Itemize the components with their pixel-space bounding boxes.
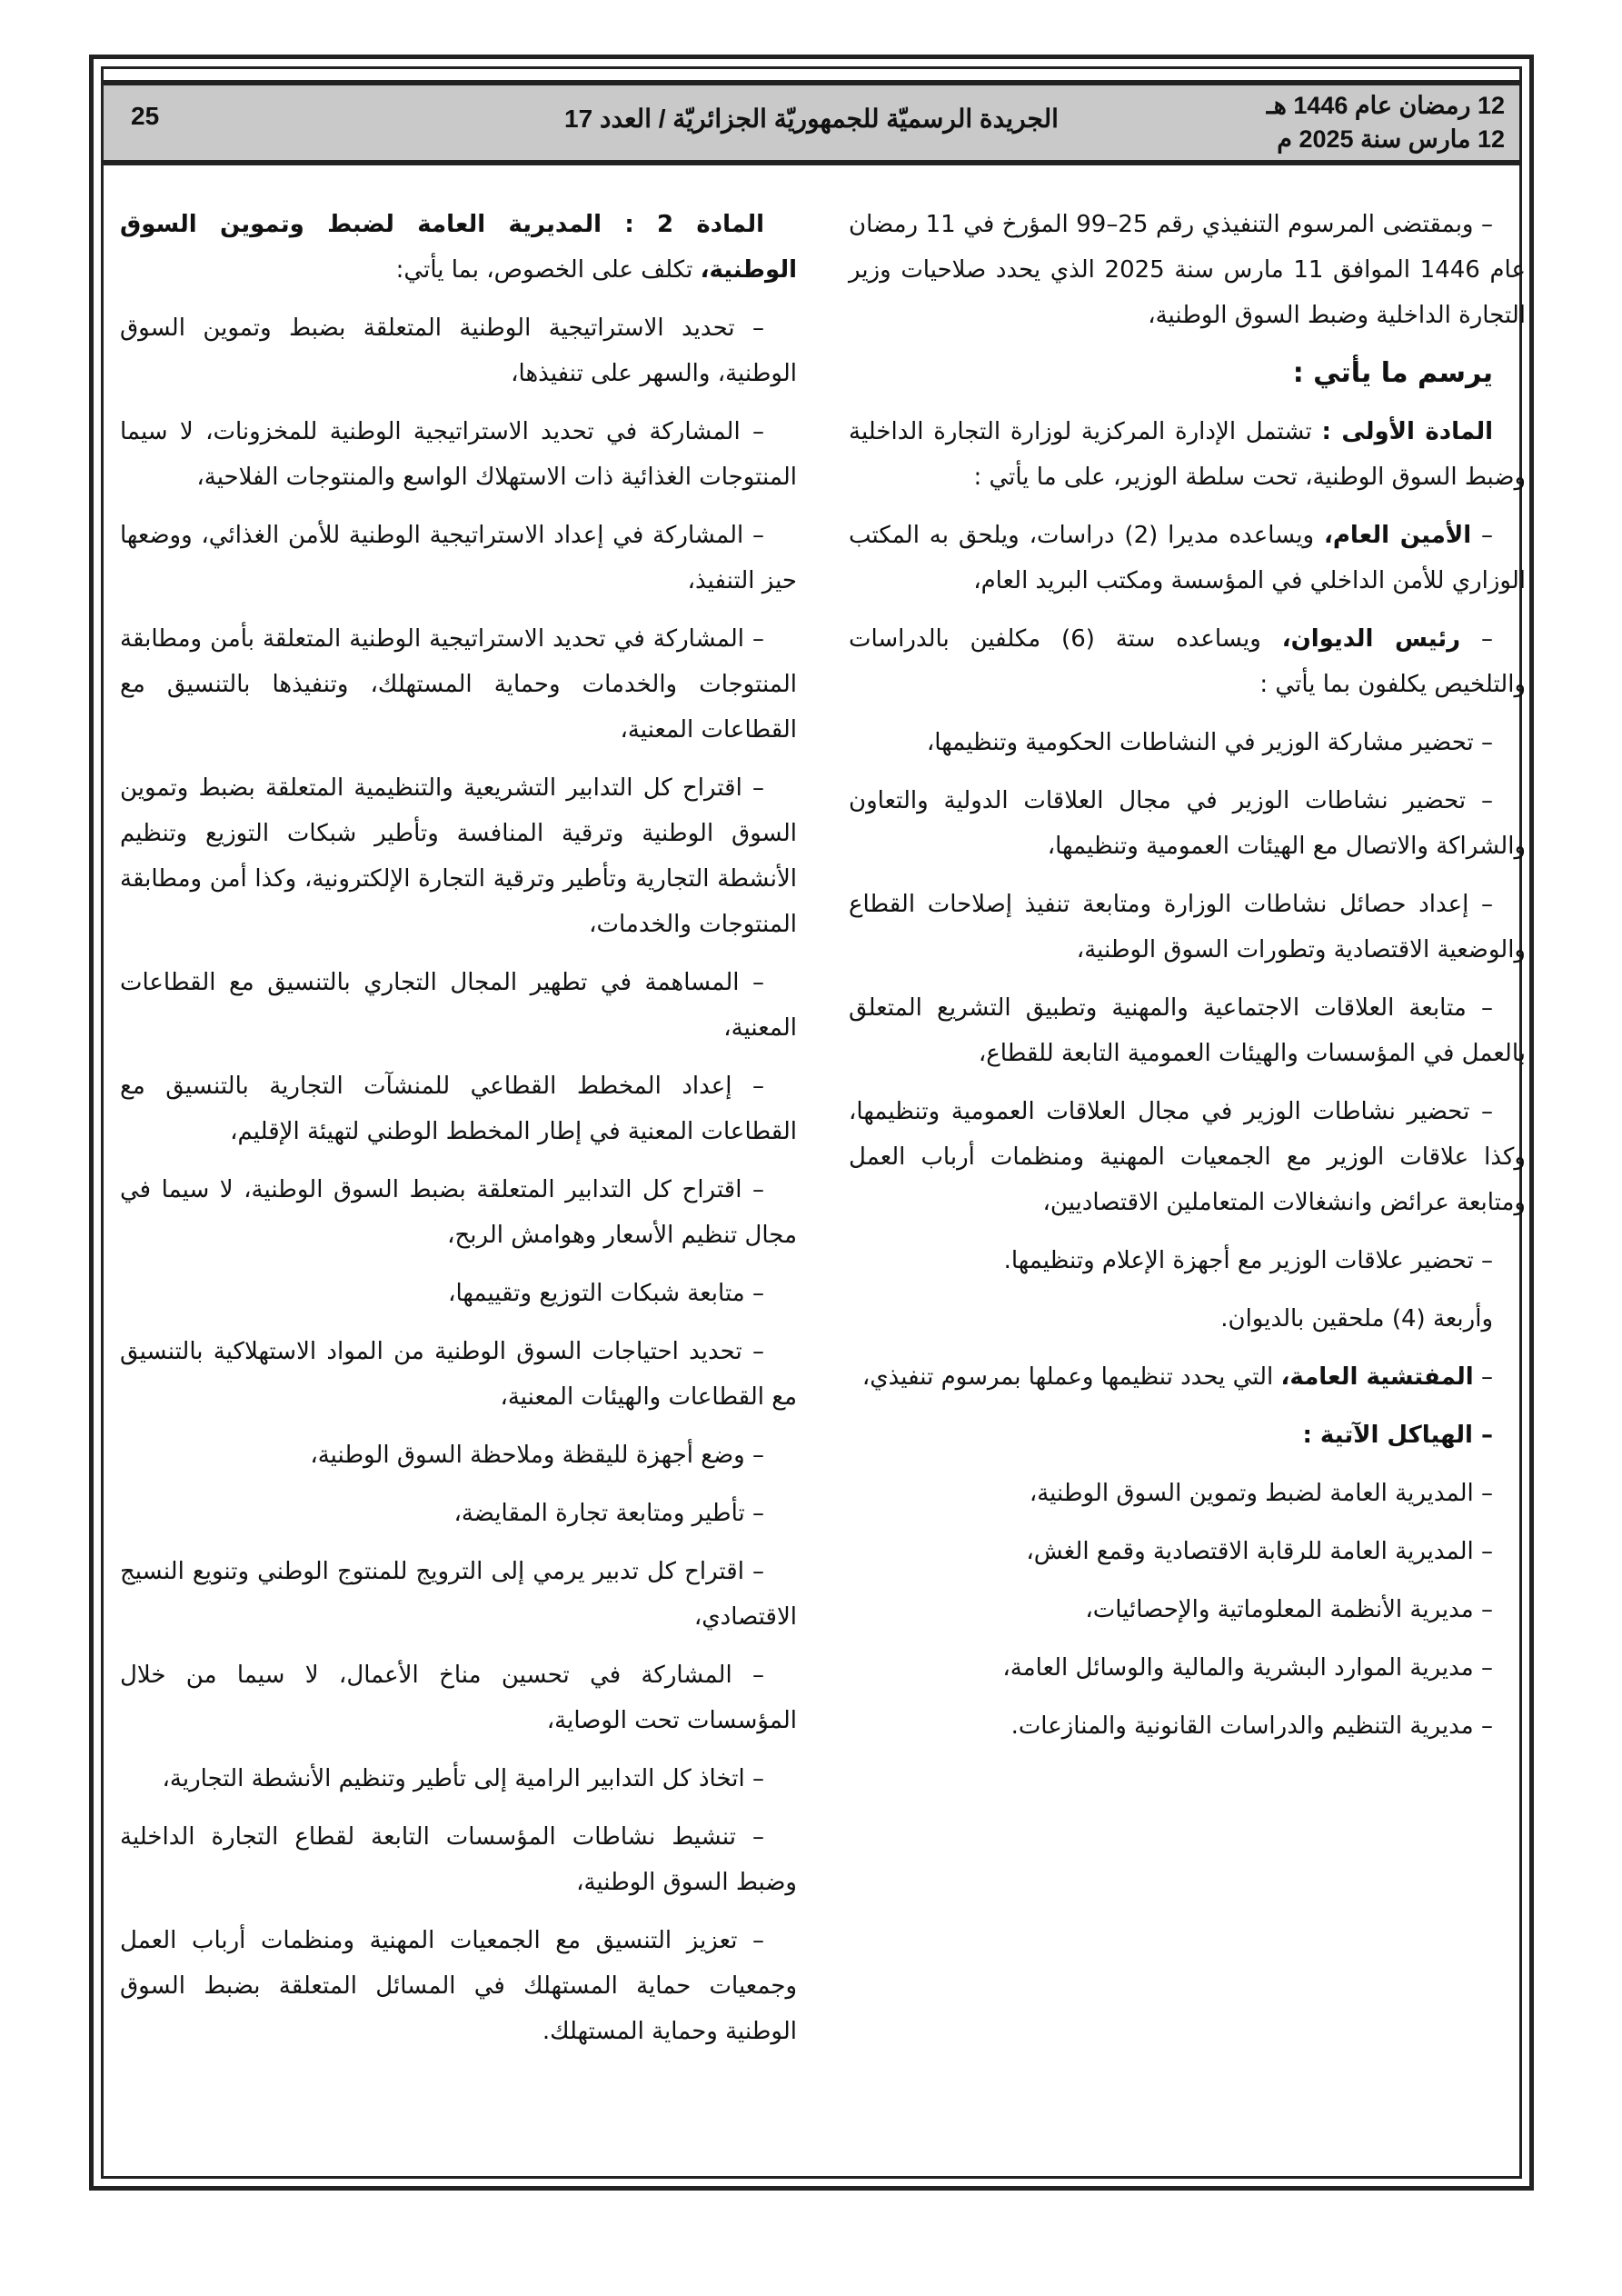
secretary-general-text: ويساعده مديرا (2) دراسات، ويلحق به المكتب الوزاري للأمن الداخلي في المؤسسة ومكتب البريد العام،	[849, 522, 1526, 594]
header-title: الجريدة الرسميّة للجمهوريّة الجزائريّة / العدد 17	[564, 105, 1059, 133]
list-item: – إعداد حصائل نشاطات الوزارة ومتابعة تنفيذ إصلاحات القطاع والوضعية الاقتصادية وتطورات السوق الوطنية،	[849, 891, 1526, 963]
list-item: – تأطير ومتابعة تجارة المقايضة،	[453, 1500, 764, 1527]
article-2-lead: المادة 2 : المديرية العامة لضبط وتموين السوق الوطنية،	[120, 211, 797, 284]
list-item: – اتخاذ كل التدابير الرامية إلى تأطير وتنظيم الأنشطة التجارية،	[162, 1765, 764, 1792]
dash: –	[1471, 522, 1493, 549]
list-item: – تحضير مشاركة الوزير في النشاطات الحكومية وتنظيمها،	[926, 729, 1493, 756]
attaches-paragraph: وأربعة (4) ملحقين بالديوان.	[1220, 1305, 1493, 1333]
chief-of-cabinet	[849, 616, 1526, 707]
dash: –	[1460, 625, 1493, 653]
chief-of-cabinet-lead: رئيس الديوان،	[1281, 625, 1461, 653]
structure-item: – مديرية التنظيم والدراسات القانونية والمنازعات.	[1010, 1712, 1493, 1740]
right-column	[849, 202, 1526, 1762]
dash: –	[1473, 1363, 1493, 1391]
structure-item: – مديرية الأنظمة المعلوماتية والإحصائيات،	[1085, 1596, 1493, 1623]
structures-heading: – الهياكل الآتية :	[1302, 1422, 1493, 1449]
header-date-hijri: 12 رمضان عام 1446 هـ	[1266, 92, 1505, 119]
list-item: – المشاركة في إعداد الاستراتيجية الوطنية للأمن الغذائي، ووضعها حيز التنفيذ،	[120, 522, 797, 594]
list-item: – اقتراح كل التدابير المتعلقة بضبط السوق الوطنية، لا سيما في مجال تنظيم الأسعار وهوامش الربح،	[120, 1176, 797, 1249]
secretary-general-lead: الأمين العام،	[1324, 522, 1472, 549]
list-item: – تعزيز التنسيق مع الجمعيات المهنية ومنظمات أرباب العمل وجمعيات حماية المستهلك في المسائل المتعلقة بضبط السوق الوطنية وحماية المستهلك.	[120, 1927, 797, 2045]
list-item: – المشاركة في تحديد الاستراتيجية الوطنية المتعلقة بأمن ومطابقة المنتوجات والخدمات وحماية المستهلك، وتنفيذها بالتنسيق مع القطاعات المعنية،	[120, 625, 797, 744]
structure-item: – المديرية العامة للرقابة الاقتصادية وقمع الغش،	[1026, 1538, 1493, 1565]
page-number: 25	[131, 102, 160, 130]
decree-heading: يرسم ما يأتي :	[1292, 357, 1493, 389]
article-1-lead: المادة الأولى :	[1321, 418, 1493, 445]
left-column	[120, 202, 797, 2067]
inspection-general	[849, 1354, 1526, 1400]
list-item: – المساهمة في تطهير المجال التجاري بالتنسيق مع القطاعات المعنية،	[120, 969, 797, 1042]
list-item: – تحديد احتياجات السوق الوطنية من المواد الاستهلاكية بالتنسيق مع القطاعات والهيئات المعنية،	[120, 1338, 797, 1411]
list-item: – تحضير نشاطات الوزير في مجال العلاقات الدولية والتعاون والشراكة والاتصال مع الهيئات العمومية وتنظيمها،	[849, 787, 1526, 860]
list-item: – اقتراح كل التدابير التشريعية والتنظيمية المتعلقة بضبط وتموين السوق الوطنية وترقية المنافسة وتأطير شبكات التوزيع وتنظيم الأنشطة التجارية وتأطير وترقية التجارة الإلكترونية، وكذا أمن ومطابقة المنتوجات والخدمات،	[120, 774, 797, 938]
chief-of-cabinet-text: ويساعده ستة (6) مكلفين بالدراسات والتلخيص يكلفون بما يأتي :	[849, 625, 1526, 698]
article-2-text: تكلف على الخصوص، بما يأتي:	[395, 256, 701, 284]
list-item: – متابعة شبكات التوزيع وتقييمها،	[448, 1280, 764, 1307]
list-item: – تحضير علاقات الوزير مع أجهزة الإعلام وتنظيمها.	[1003, 1247, 1493, 1274]
preamble-paragraph: – وبمقتضى المرسوم التنفيذي رقم 25–99 المؤرخ في 11 رمضان عام 1446 الموافق 11 مارس سنة 2025 الذي يحدد صلاحيات وزير التجارة الداخلية وضبط السوق الوطنية،	[849, 211, 1526, 329]
list-item: – متابعة العلاقات الاجتماعية والمهنية وتطبيق التشريع المتعلق بالعمل في المؤسسات والهيئات العمومية التابعة للقطاع،	[849, 994, 1526, 1067]
article-1	[849, 409, 1526, 500]
list-item: – تحضير نشاطات الوزير في مجال العلاقات العمومية وتنظيمها، وكذا علاقات الوزير مع الجمعيات المهنية ومنظمات أرباب العمل ومتابعة عرائض وانشغالات المتعاملين الاقتصاديين،	[849, 1098, 1526, 1216]
structure-item: – مديرية الموارد البشرية والمالية والوسائل العامة،	[1002, 1654, 1493, 1682]
article-2	[120, 202, 797, 293]
list-item: – المشاركة في تحديد الاستراتيجية الوطنية للمخزونات، لا سيما المنتوجات الغذائية ذات الاستهلاك الواسع والمنتوجات الفلاحية،	[120, 418, 797, 491]
list-item: – تنشيط نشاطات المؤسسات التابعة لقطاع التجارة الداخلية وضبط السوق الوطنية،	[120, 1823, 797, 1896]
page-header	[104, 80, 1519, 165]
article-1-text: تشتمل الإدارة المركزية لوزارة التجارة الداخلية وضبط السوق الوطنية، تحت سلطة الوزير، على ما يأتي :	[849, 418, 1526, 491]
structure-item: – المديرية العامة لضبط وتموين السوق الوطنية،	[1029, 1480, 1493, 1507]
list-item: – المشاركة في تحسين مناخ الأعمال، لا سيما من خلال المؤسسات تحت الوصاية،	[120, 1662, 797, 1734]
list-item: – إعداد المخطط القطاعي للمنشآت التجارية بالتنسيق مع القطاعات المعنية في إطار المخطط الوطني لتهيئة الإقليم،	[120, 1073, 797, 1145]
inspection-general-lead: المفتشية العامة،	[1280, 1363, 1474, 1391]
list-item: – وضع أجهزة لليقظة وملاحظة السوق الوطنية،	[310, 1442, 764, 1469]
header-date-gregorian: 12 مارس سنة 2025 م	[1277, 125, 1505, 153]
list-item: – اقتراح كل تدبير يرمي إلى الترويج للمنتوج الوطني وتنويع النسيج الاقتصادي،	[120, 1558, 797, 1631]
list-item: – تحديد الاستراتيجية الوطنية المتعلقة بضبط وتموين السوق الوطنية، والسهر على تنفيذها،	[120, 314, 797, 387]
secretary-general	[849, 513, 1526, 604]
inspection-general-text: التي يحدد تنظيمها وعملها بمرسوم تنفيذي،	[861, 1363, 1281, 1391]
